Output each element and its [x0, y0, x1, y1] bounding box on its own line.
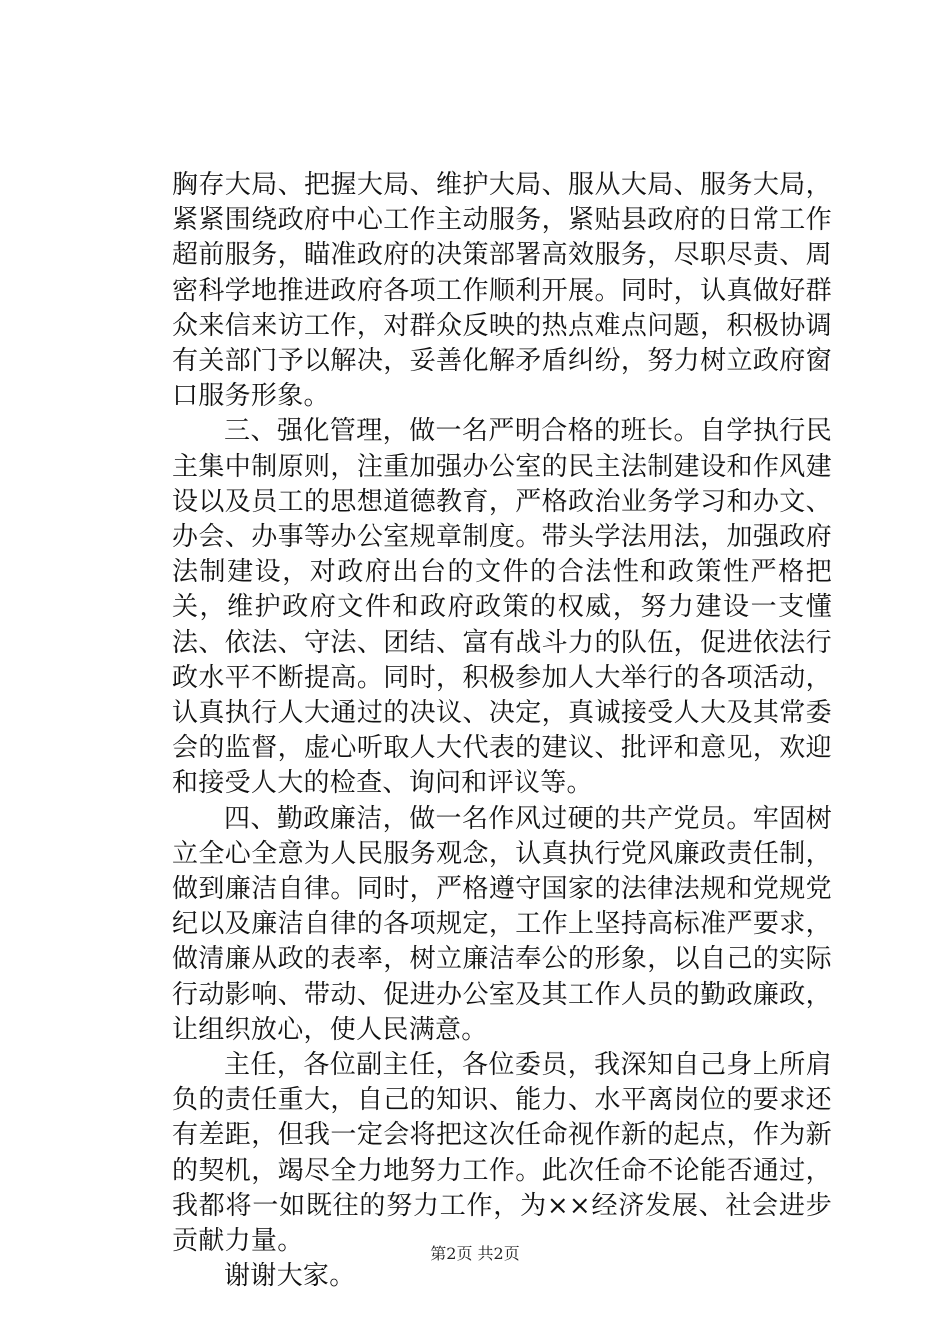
paragraph-closing-statement: 主任，各位副主任，各位委员，我深知自己身上所肩负的责任重大，自己的知识、能力、水平离岗位的要求还有差距，但我一定会将把这次任命视作新的起点，作为新的契机，竭尽全力地努力工作。此次任命不论能否通过，我都将一如既往的努力工作，为××经济发展、社会进步贡献力量。 [172, 1050, 832, 1257]
document-body [172, 168, 832, 1295]
paragraph-thanks: 谢谢大家。 [224, 1261, 356, 1292]
paragraph-section-three: 三、强化管理，做一名严明合格的班长。自学执行民主集中制原则，注重加强办公室的民主法制建设和作风建设以及员工的思想道德教育，严格政治业务学习和办文、办会、办事等办公室规章制度。带头学法用法，加强政府法制建设，对政府出台的文件的合法性和政策性严格把关，维护政府文件和政府政策的权威，努力建设一支懂法、依法、守法、团结、富有战斗力的队伍，促进依法行政水平不断提高。同时，积极参加人大举行的各项活动，认真执行人大通过的决议、决定，真诚接受人大及其常委会的监督，虚心听取人大代表的建议、批评和意见，欢迎和接受人大的检查、询问和评议等。 [172, 416, 832, 799]
page-number-footer: 第2页 共2页 [430, 1244, 520, 1263]
paragraph-section-four: 四、勤政廉洁，做一名作风过硬的共产党员。牢固树立全心全意为人民服务观念，认真执行党风廉政责任制，做到廉洁自律。同时，严格遵守国家的法律法规和党规党纪以及廉洁自律的各项规定，工作上坚持高标准严要求，做清廉从政的表率，树立廉洁奉公的形象，以自己的实际行动影响、带动、促进办公室及其工作人员的勤政廉政，让组织放心，使人民满意。 [172, 803, 832, 1045]
paragraph-continuation: 胸存大局、把握大局、维护大局、服从大局、服务大局，紧紧围绕政府中心工作主动服务，紧贴县政府的日常工作超前服务，瞄准政府的决策部署高效服务，尽职尽责、周密科学地推进政府各项工作顺利开展。同时，认真做好群众来信来访工作，对群众反映的热点难点问题，积极协调有关部门予以解决，妥善化解矛盾纠纷，努力树立政府窗口服务形象。 [172, 170, 832, 412]
